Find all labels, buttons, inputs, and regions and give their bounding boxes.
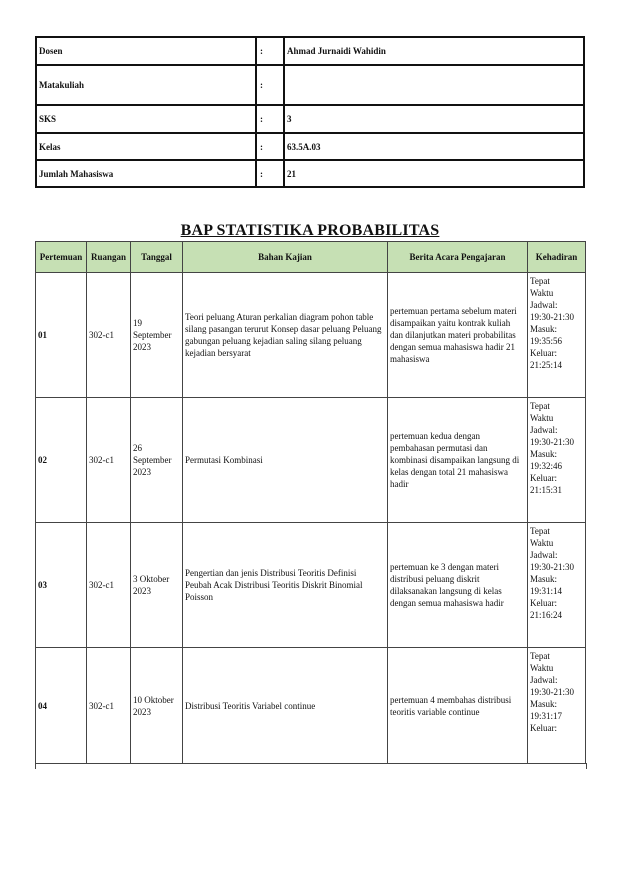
table-row xyxy=(36,398,586,523)
kehadiran-line: Waktu xyxy=(530,663,554,673)
table-header xyxy=(36,242,586,273)
kehadiran-line: Keluar: xyxy=(530,723,557,733)
header-bahan-kajian: Bahan Kajian xyxy=(183,242,388,273)
row-pertemuan: 03 xyxy=(36,523,87,648)
header-tanggal: Tanggal xyxy=(131,242,183,273)
row-pertemuan: 01 xyxy=(36,273,87,398)
info-row-kelas xyxy=(36,133,584,160)
info-row-jumlah-mahasiswa xyxy=(36,160,584,187)
row-pertemuan: 02 xyxy=(36,398,87,523)
kehadiran-line: 19:35:56 xyxy=(530,336,563,346)
kehadiran-line: Waktu xyxy=(530,288,554,298)
row-ruangan: 302-c1 xyxy=(87,648,131,764)
row-kehadiran xyxy=(528,398,586,523)
kehadiran-line: Keluar: xyxy=(530,598,557,608)
header-pertemuan: Pertemuan xyxy=(36,242,87,273)
row-tanggal: 26 September 2023 xyxy=(131,398,183,523)
info-label: Matakuliah xyxy=(36,65,256,105)
kehadiran-line: 19:31:14 xyxy=(530,586,563,596)
info-separator: : xyxy=(256,133,284,160)
page-title: BAP STATISTIKA PROBABILITAS xyxy=(180,222,440,239)
kehadiran-line: Masuk: xyxy=(530,324,557,334)
kehadiran-line: Jadwal: xyxy=(530,675,558,685)
info-separator: : xyxy=(256,160,284,187)
kehadiran-line: Tepat xyxy=(530,526,550,536)
row-pertemuan: 04 xyxy=(36,648,87,764)
kehadiran-line: Tepat xyxy=(530,401,550,411)
row-berita-acara: pertemuan 4 membahas distribusi teoritis variable continue xyxy=(388,648,528,764)
info-row-sks xyxy=(36,105,584,133)
table-row xyxy=(36,273,586,398)
row-berita-acara: pertemuan pertama sebelum materi disampaikan yaitu kontrak kuliah dan dilanjutkan materi probabilitas dengan semua mahasiswa hadir 21 mahasiswa xyxy=(388,273,528,398)
kehadiran-line: 21:25:14 xyxy=(530,360,563,370)
row-bahan-kajian: Permutasi Kombinasi xyxy=(183,398,388,523)
info-value: 21 xyxy=(284,160,584,187)
row-kehadiran xyxy=(528,523,586,648)
kehadiran-line: 19:30-21:30 xyxy=(530,437,574,447)
row-kehadiran xyxy=(528,273,586,398)
row-berita-acara: pertemuan kedua dengan pembahasan permutasi dan kombinasi disampaikan langsung di kelas dengan total 21 mahasiswa hadir xyxy=(388,398,528,523)
info-value: 3 xyxy=(284,105,584,133)
kehadiran-line: Jadwal: xyxy=(530,550,558,560)
bap-table xyxy=(35,241,586,764)
kehadiran-line: 21:15:31 xyxy=(530,485,563,495)
kehadiran-line: Masuk: xyxy=(530,699,557,709)
row-ruangan: 302-c1 xyxy=(87,398,131,523)
table-row xyxy=(36,648,586,764)
kehadiran-line: Keluar: xyxy=(530,348,557,358)
row-ruangan: 302-c1 xyxy=(87,523,131,648)
kehadiran-line: 19:32:46 xyxy=(530,461,563,471)
header-berita-acara: Berita Acara Pengajaran xyxy=(388,242,528,273)
kehadiran-line: 19:30-21:30 xyxy=(530,562,574,572)
kehadiran-line: 19:30-21:30 xyxy=(530,687,574,697)
row-bahan-kajian: Pengertian dan jenis Distribusi Teoritis Definisi Peubah Acak Distribusi Teoritis Diskrit Binomial Poisson xyxy=(183,523,388,648)
row-tanggal: 10 Oktober 2023 xyxy=(131,648,183,764)
info-value: 63.5A.03 xyxy=(284,133,584,160)
table-row xyxy=(36,523,586,648)
header-kehadiran: Kehadiran xyxy=(528,242,586,273)
kehadiran-line: Keluar: xyxy=(530,473,557,483)
row-bahan-kajian: Distribusi Teoritis Variabel continue xyxy=(183,648,388,764)
table-continuation-edge xyxy=(35,763,587,769)
kehadiran-line: 19:31:17 xyxy=(530,711,563,721)
info-row-dosen xyxy=(36,37,584,65)
row-bahan-kajian: Teori peluang Aturan perkalian diagram pohon table silang pasangan terurut Konsep dasar peluang Peluang gabungan peluang kejadian saling silang peluang kejadian bersyarat xyxy=(183,273,388,398)
info-label: Kelas xyxy=(36,133,256,160)
info-value xyxy=(284,65,584,105)
info-separator: : xyxy=(256,37,284,65)
kehadiran-line: Waktu xyxy=(530,413,554,423)
kehadiran-line: Jadwal: xyxy=(530,300,558,310)
kehadiran-line: 21:16:24 xyxy=(530,610,563,620)
row-berita-acara: pertemuan ke 3 dengan materi distribusi peluang diskrit dilaksanakan langsung di kelas dengan semua mahasiswa hadir xyxy=(388,523,528,648)
row-ruangan: 302-c1 xyxy=(87,273,131,398)
kehadiran-line: Masuk: xyxy=(530,574,557,584)
info-separator: : xyxy=(256,105,284,133)
info-value: Ahmad Jurnaidi Wahidin xyxy=(284,37,584,65)
info-label: Jumlah Mahasiswa xyxy=(36,160,256,187)
info-separator: : xyxy=(256,65,284,105)
info-table xyxy=(35,36,585,188)
header-ruangan: Ruangan xyxy=(87,242,131,273)
kehadiran-line: 19:30-21:30 xyxy=(530,312,574,322)
kehadiran-line: Masuk: xyxy=(530,449,557,459)
kehadiran-line: Tepat xyxy=(530,651,550,661)
info-row-matakuliah xyxy=(36,65,584,105)
kehadiran-line: Waktu xyxy=(530,538,554,548)
kehadiran-line: Jadwal: xyxy=(530,425,558,435)
kehadiran-line: Tepat xyxy=(530,276,550,286)
row-tanggal: 3 Oktober 2023 xyxy=(131,523,183,648)
info-label: SKS xyxy=(36,105,256,133)
row-kehadiran xyxy=(528,648,586,764)
info-label: Dosen xyxy=(36,37,256,65)
row-tanggal: 19 September 2023 xyxy=(131,273,183,398)
